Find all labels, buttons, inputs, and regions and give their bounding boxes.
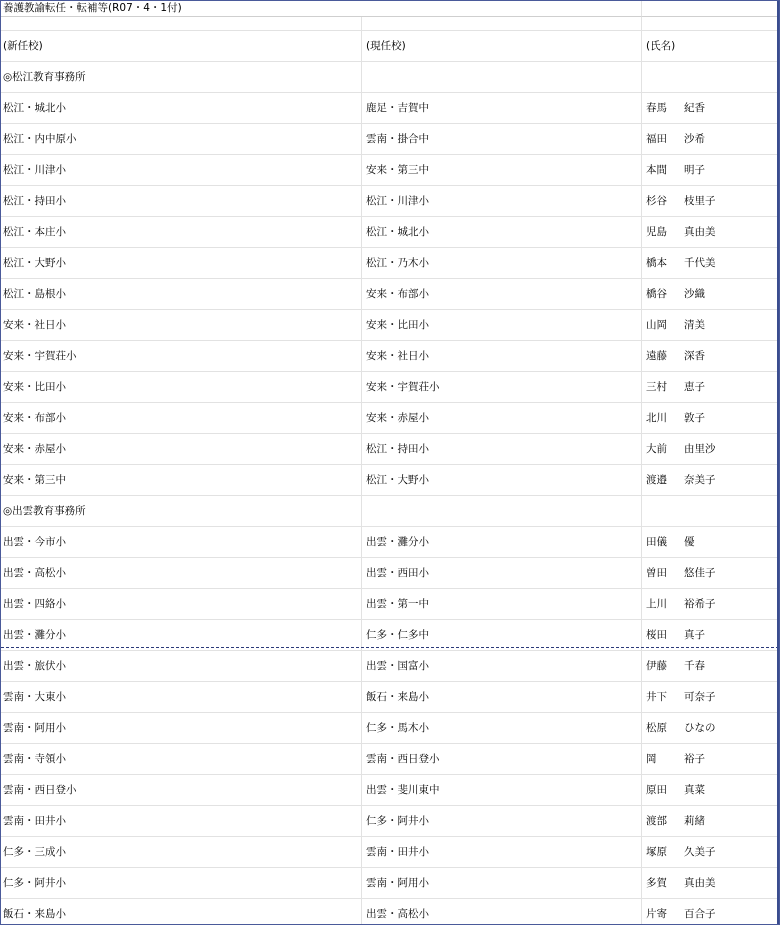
given-name: 真子 — [684, 628, 705, 641]
given-name: 真由美 — [684, 876, 716, 889]
given-name: 可奈子 — [684, 690, 716, 703]
name-cell[interactable] — [642, 806, 779, 837]
current-school-cell[interactable]: 出雲・灘分小 — [362, 527, 642, 558]
family-name: 井下 — [646, 690, 667, 703]
table-row — [1, 868, 779, 899]
page-break-line — [1, 647, 779, 648]
new-school-cell[interactable]: 仁多・阿井小 — [1, 868, 362, 899]
new-school-cell[interactable]: 安来・布部小 — [1, 403, 362, 434]
name-cell[interactable] — [642, 899, 779, 925]
name-cell[interactable] — [642, 310, 779, 341]
current-school-cell[interactable]: 安来・赤屋小 — [362, 403, 642, 434]
name-cell[interactable] — [642, 248, 779, 279]
table-row — [1, 124, 779, 155]
new-school-cell[interactable]: 出雲・高松小 — [1, 558, 362, 589]
section-row — [1, 496, 779, 527]
name-cell[interactable] — [642, 837, 779, 868]
family-name: 福田 — [646, 132, 667, 145]
name-cell[interactable] — [642, 558, 779, 589]
new-school-cell[interactable]: 雲南・大東小 — [1, 682, 362, 713]
name-cell[interactable] — [642, 527, 779, 558]
page-title[interactable]: 養護教諭転任・転補等(R07・4・1付) — [1, 1, 642, 17]
current-school-cell[interactable]: 出雲・西田小 — [362, 558, 642, 589]
new-school-cell[interactable]: 安来・比田小 — [1, 372, 362, 403]
family-name: 児島 — [646, 225, 667, 238]
new-school-cell[interactable]: 雲南・阿用小 — [1, 713, 362, 744]
current-school-cell[interactable] — [362, 496, 642, 527]
name-cell[interactable] — [642, 124, 779, 155]
new-school-cell[interactable]: 仁多・三成小 — [1, 837, 362, 868]
given-name: ひなの — [684, 721, 716, 734]
current-school-cell[interactable]: 出雲・国富小 — [362, 651, 642, 682]
current-school-cell[interactable]: 雲南・西日登小 — [362, 744, 642, 775]
section-row — [1, 62, 779, 93]
current-school-cell[interactable]: 仁多・阿井小 — [362, 806, 642, 837]
new-school-cell[interactable]: 安来・第三中 — [1, 465, 362, 496]
empty-cell[interactable] — [362, 17, 642, 31]
name-cell[interactable] — [642, 372, 779, 403]
table-row — [1, 465, 779, 496]
current-school-cell[interactable]: 鹿足・吉賀中 — [362, 93, 642, 124]
table-body — [1, 62, 779, 925]
table-row — [1, 744, 779, 775]
name-cell[interactable] — [642, 868, 779, 899]
new-school-cell[interactable]: 松江・内中原小 — [1, 124, 362, 155]
table-row — [1, 558, 779, 589]
current-school-cell[interactable]: 松江・城北小 — [362, 217, 642, 248]
table-row — [1, 279, 779, 310]
given-name: 深香 — [684, 349, 705, 362]
current-school-cell[interactable]: 松江・乃木小 — [362, 248, 642, 279]
name-cell[interactable] — [642, 93, 779, 124]
family-name: 松原 — [646, 721, 667, 734]
family-name: 山岡 — [646, 318, 667, 331]
family-name: 桜田 — [646, 628, 667, 641]
current-school-cell[interactable]: 松江・川津小 — [362, 186, 642, 217]
name-cell[interactable] — [642, 651, 779, 682]
family-name: 片寄 — [646, 907, 667, 920]
given-name: 枝里子 — [684, 194, 716, 207]
table-row — [1, 713, 779, 744]
title-row — [1, 1, 779, 17]
new-school-cell[interactable]: 松江・持田小 — [1, 186, 362, 217]
new-school-cell[interactable]: 出雲・四絡小 — [1, 589, 362, 620]
table-row — [1, 248, 779, 279]
given-name: 千春 — [684, 659, 705, 672]
given-name: 敦子 — [684, 411, 705, 424]
current-school-cell[interactable]: 出雲・高松小 — [362, 899, 642, 925]
current-school-cell[interactable]: 安来・社日小 — [362, 341, 642, 372]
header-new-school[interactable]: (新任校) — [1, 31, 362, 62]
current-school-cell[interactable]: 松江・持田小 — [362, 434, 642, 465]
new-school-cell[interactable]: 出雲・灘分小 — [1, 620, 362, 651]
name-cell[interactable] — [642, 186, 779, 217]
given-name: 優 — [684, 535, 695, 548]
family-name: 北川 — [646, 411, 667, 424]
given-name: 明子 — [684, 163, 705, 176]
family-name: 春馬 — [646, 101, 667, 114]
family-name: 本間 — [646, 163, 667, 176]
name-cell[interactable] — [642, 744, 779, 775]
family-name: 大前 — [646, 442, 667, 455]
given-name: 奈美子 — [684, 473, 716, 486]
family-name: 橋本 — [646, 256, 667, 269]
current-school-cell[interactable]: 松江・大野小 — [362, 465, 642, 496]
current-school-cell[interactable]: 出雲・第一中 — [362, 589, 642, 620]
family-name: 三村 — [646, 380, 667, 393]
name-cell[interactable] — [642, 465, 779, 496]
header-name[interactable]: (氏名) — [642, 31, 779, 62]
table-row — [1, 341, 779, 372]
family-name: 原田 — [646, 783, 667, 796]
given-name: 裕子 — [684, 752, 705, 765]
new-school-cell[interactable]: 雲南・西日登小 — [1, 775, 362, 806]
table-row — [1, 372, 779, 403]
header-row — [1, 31, 779, 62]
table-row — [1, 527, 779, 558]
table-row — [1, 589, 779, 620]
transfer-table — [1, 1, 779, 925]
given-name: 由里沙 — [684, 442, 716, 455]
current-school-cell[interactable]: 安来・比田小 — [362, 310, 642, 341]
family-name: 上川 — [646, 597, 667, 610]
family-name: 橋谷 — [646, 287, 667, 300]
family-name: 渡部 — [646, 814, 667, 827]
table-row — [1, 434, 779, 465]
current-school-cell[interactable]: 雲南・掛合中 — [362, 124, 642, 155]
new-school-cell[interactable]: 安来・宇賀荘小 — [1, 341, 362, 372]
current-school-cell[interactable]: 雲南・阿用小 — [362, 868, 642, 899]
family-name: 多賀 — [646, 876, 667, 889]
current-school-cell[interactable]: 飯石・来島小 — [362, 682, 642, 713]
given-name: 百合子 — [684, 907, 716, 920]
given-name: 裕希子 — [684, 597, 716, 610]
new-school-cell[interactable]: 出雲・旅伏小 — [1, 651, 362, 682]
name-cell[interactable] — [642, 279, 779, 310]
name-cell[interactable] — [642, 217, 779, 248]
current-school-cell[interactable] — [362, 62, 642, 93]
given-name: 真菜 — [684, 783, 705, 796]
name-cell[interactable] — [642, 403, 779, 434]
given-name: 莉緒 — [684, 814, 705, 827]
new-school-cell[interactable]: 安来・赤屋小 — [1, 434, 362, 465]
empty-cell[interactable] — [642, 1, 779, 17]
name-cell[interactable] — [642, 155, 779, 186]
family-name: 渡邉 — [646, 473, 667, 486]
name-cell[interactable] — [642, 775, 779, 806]
table-row — [1, 310, 779, 341]
name-cell[interactable] — [642, 62, 779, 93]
new-school-cell[interactable]: 松江・城北小 — [1, 93, 362, 124]
name-cell[interactable] — [642, 713, 779, 744]
family-name: 曽田 — [646, 566, 667, 579]
given-name: 千代美 — [684, 256, 716, 269]
table-row — [1, 155, 779, 186]
table-row — [1, 775, 779, 806]
section-heading[interactable]: ◎松江教育事務所 — [1, 62, 362, 93]
spacer-row — [1, 17, 779, 31]
table-row — [1, 93, 779, 124]
name-cell[interactable] — [642, 434, 779, 465]
new-school-cell[interactable]: 飯石・来島小 — [1, 899, 362, 925]
current-school-cell[interactable]: 安来・布部小 — [362, 279, 642, 310]
family-name: 田儀 — [646, 535, 667, 548]
given-name: 恵子 — [684, 380, 705, 393]
new-school-cell[interactable]: 雲南・寺領小 — [1, 744, 362, 775]
table-row — [1, 806, 779, 837]
new-school-cell[interactable]: 松江・島根小 — [1, 279, 362, 310]
name-cell[interactable] — [642, 589, 779, 620]
name-cell[interactable] — [642, 341, 779, 372]
name-cell[interactable] — [642, 496, 779, 527]
family-name: 伊藤 — [646, 659, 667, 672]
given-name: 清美 — [684, 318, 705, 331]
current-school-cell[interactable]: 安来・第三中 — [362, 155, 642, 186]
given-name: 久美子 — [684, 845, 716, 858]
given-name: 真由美 — [684, 225, 716, 238]
table-row — [1, 651, 779, 682]
empty-cell[interactable] — [1, 17, 362, 31]
new-school-cell[interactable]: 松江・本庄小 — [1, 217, 362, 248]
current-school-cell[interactable]: 出雲・斐川東中 — [362, 775, 642, 806]
current-school-cell[interactable]: 仁多・仁多中 — [362, 620, 642, 651]
current-school-cell[interactable]: 安来・宇賀荘小 — [362, 372, 642, 403]
current-school-cell[interactable]: 雲南・田井小 — [362, 837, 642, 868]
empty-cell[interactable] — [642, 17, 779, 31]
given-name: 沙織 — [684, 287, 705, 300]
table-row — [1, 217, 779, 248]
table-row — [1, 682, 779, 713]
given-name: 沙希 — [684, 132, 705, 145]
new-school-cell[interactable]: 松江・川津小 — [1, 155, 362, 186]
given-name: 悠佳子 — [684, 566, 716, 579]
new-school-cell[interactable]: 出雲・今市小 — [1, 527, 362, 558]
given-name: 紀香 — [684, 101, 705, 114]
family-name: 杉谷 — [646, 194, 667, 207]
table-row — [1, 837, 779, 868]
table-row — [1, 186, 779, 217]
new-school-cell[interactable]: 安来・社日小 — [1, 310, 362, 341]
page-edge-line — [777, 1, 779, 924]
section-heading[interactable]: ◎出雲教育事務所 — [1, 496, 362, 527]
name-cell[interactable] — [642, 682, 779, 713]
new-school-cell[interactable]: 雲南・田井小 — [1, 806, 362, 837]
family-name: 遠藤 — [646, 349, 667, 362]
table-row — [1, 403, 779, 434]
family-name: 塚原 — [646, 845, 667, 858]
table-row — [1, 899, 779, 925]
new-school-cell[interactable]: 松江・大野小 — [1, 248, 362, 279]
header-current-school[interactable]: (現任校) — [362, 31, 642, 62]
current-school-cell[interactable]: 仁多・馬木小 — [362, 713, 642, 744]
family-name: 岡 — [646, 752, 657, 765]
